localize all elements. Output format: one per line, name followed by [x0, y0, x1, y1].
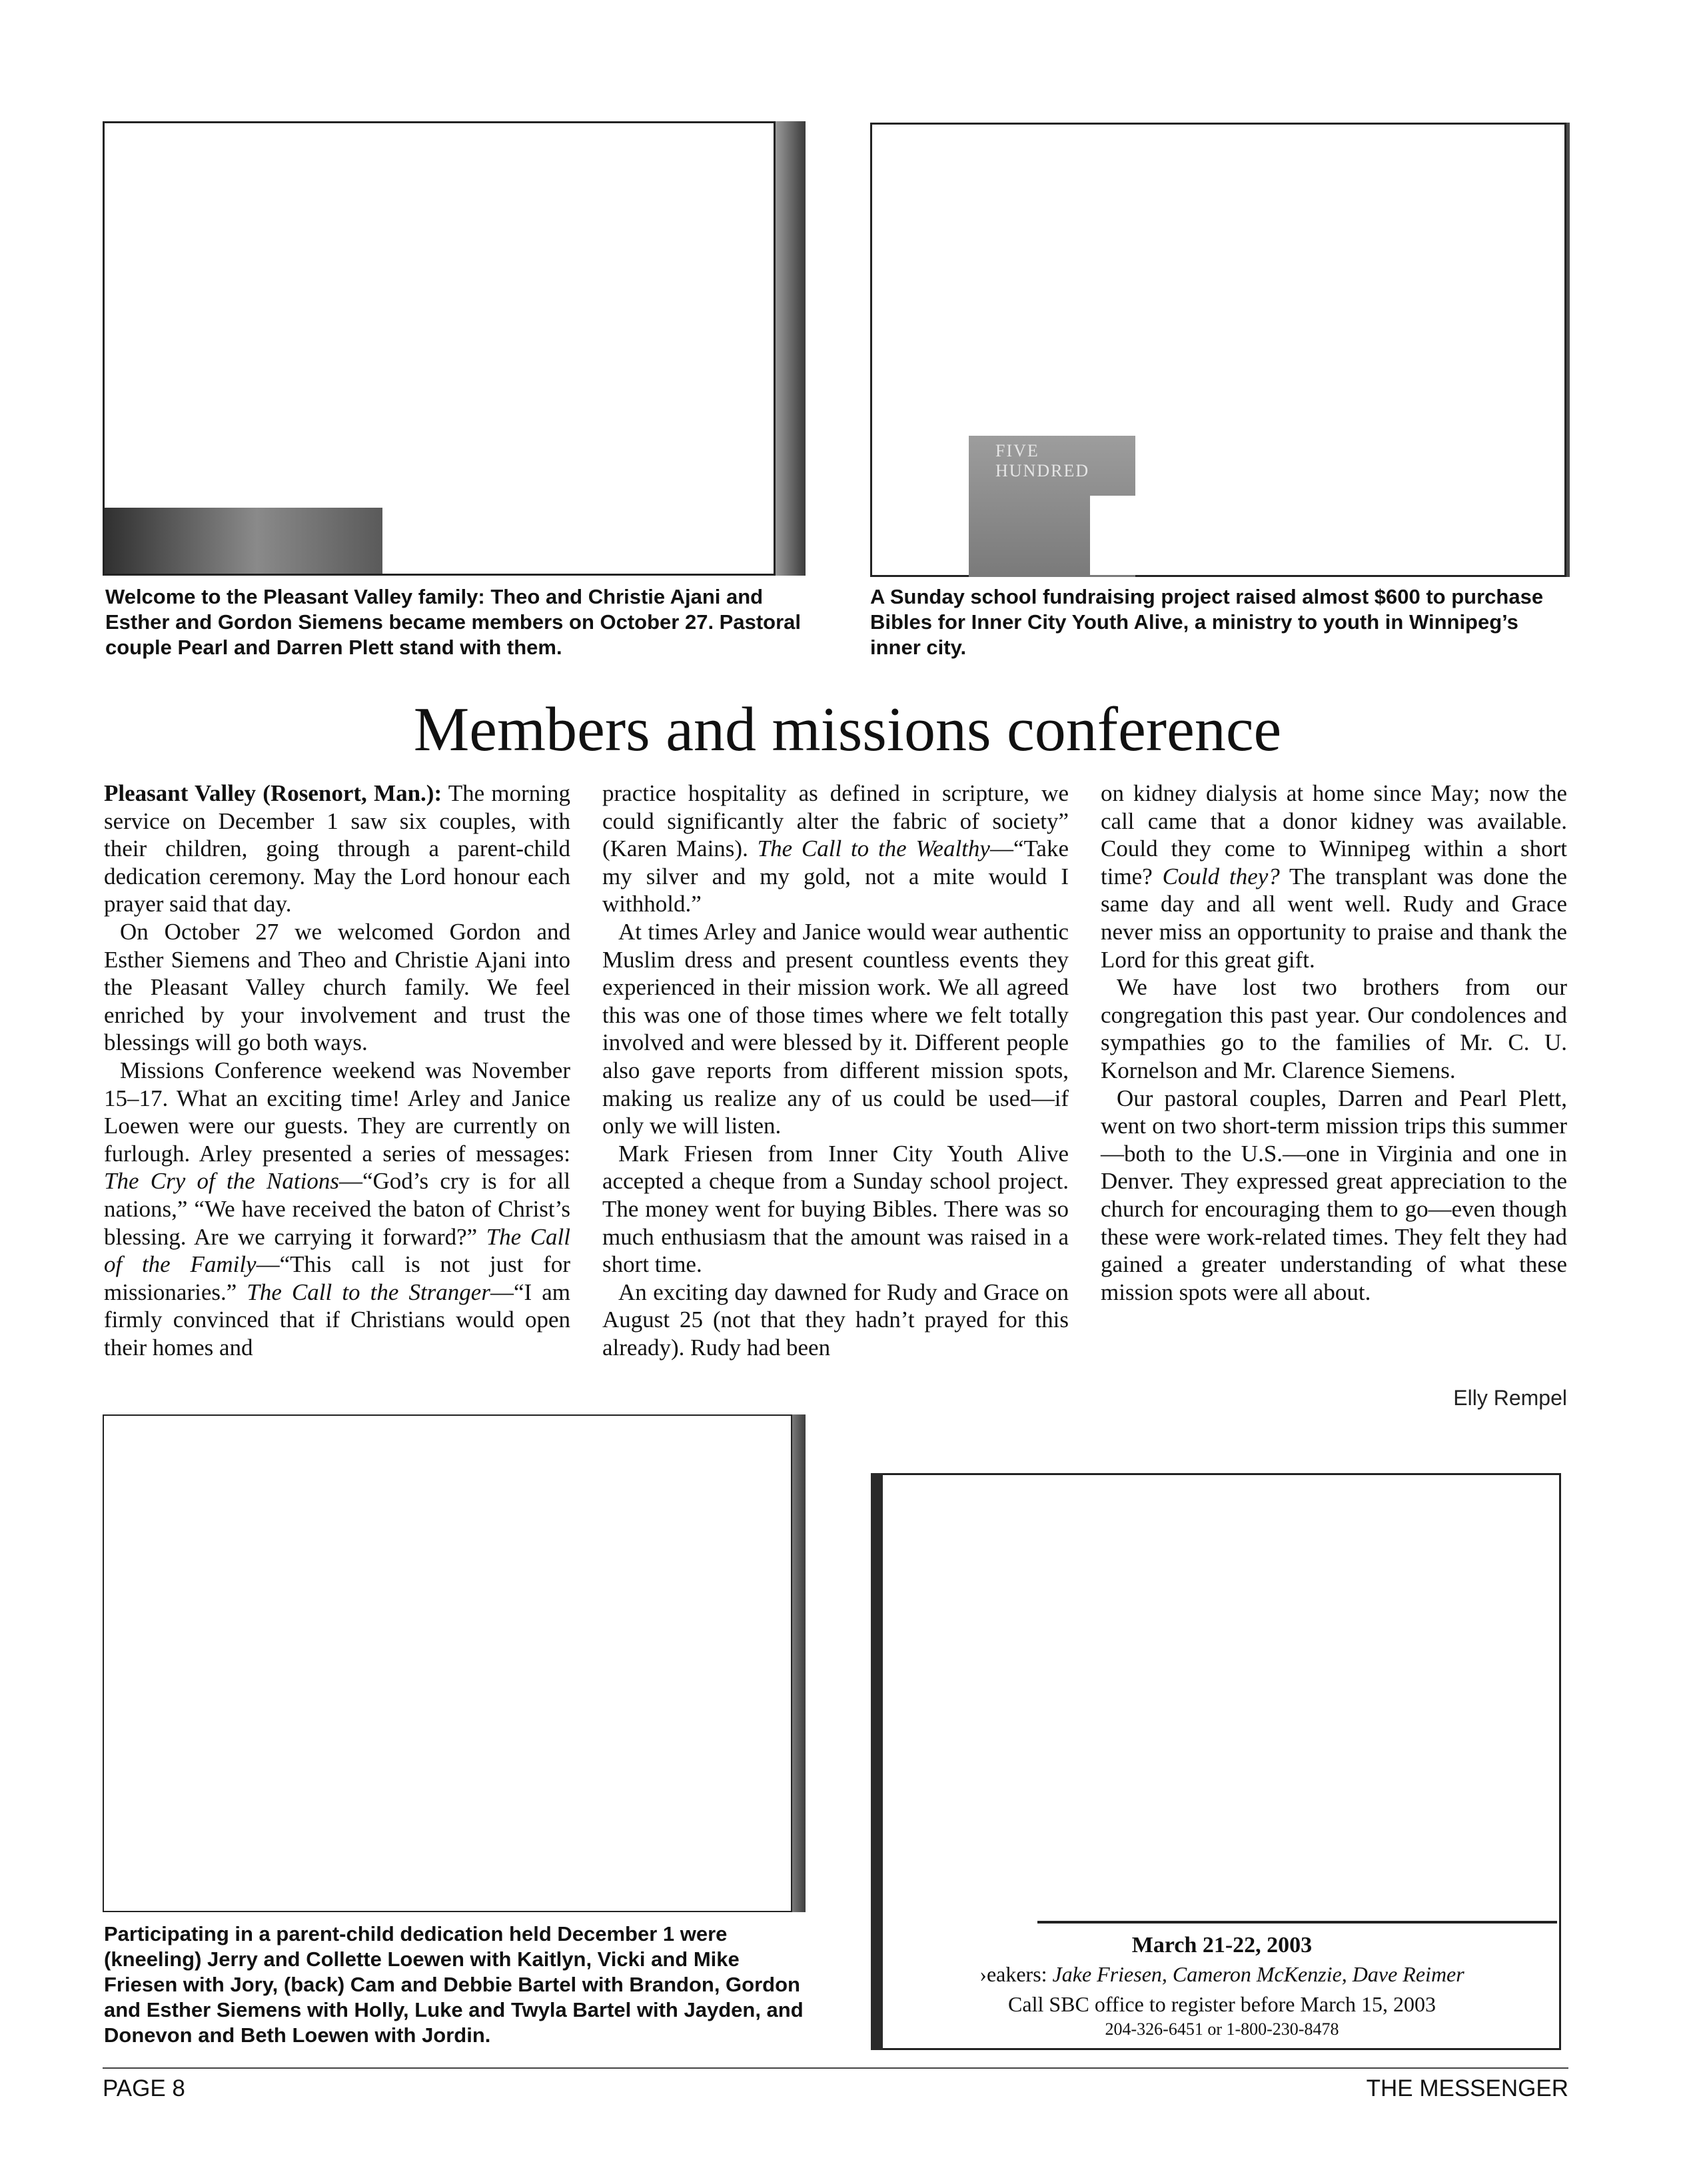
message-title: The Call to the Stranger: [247, 1279, 490, 1305]
paragraph-text: The morning service on December 1 saw six couples, with their children, going through a parent-child dedication ceremony. May the Lord honour each prayer said that day.: [104, 780, 570, 917]
speakers-label: ›eakers:: [979, 1962, 1047, 1986]
article-headline: Members and missions conference: [413, 695, 1282, 764]
article-column-2: [602, 780, 1069, 1361]
message-title: The Call to the Wealthy: [757, 835, 990, 862]
paragraph: We have lost two brothers from our congregation this past year. Our condolences and sympathies go to the families of Mr. C. U. Kornelson and Mr. Clarence Siemens.: [1101, 974, 1567, 1083]
photo-frame: [103, 1414, 792, 1912]
byline: Elly Rempel: [1453, 1386, 1567, 1410]
paragraph: Our pastoral couples, Darren and Pearl Plett, went on two short-term mission trips this summer—both to the U.S.—one in Virginia and one in Denver. They expressed great appreciation to the church for encouraging them to go—even though these were work-related times. They felt they had gained a greater understanding of what these mission spots were all about.: [1101, 1085, 1567, 1305]
photo-white-patch: [1090, 496, 1564, 575]
dateline: Pleasant Valley (Rosenort, Man.):: [104, 780, 442, 806]
paragraph: At times Arley and Janice would wear authentic Muslim dress and present countless events they experienced in their mission work. We all agreed this was one of those times where we felt totally involved and were blessed by it. Different people also gave reports from different mission spots, making us realize any of us could be used—if only we will listen.: [602, 918, 1069, 1139]
photo-white-area-2: [382, 508, 774, 574]
poster-top-rule: [883, 1473, 1561, 1475]
paragraph: Mark Friesen from Inner City Youth Alive accepted a cheque from a Sunday school project. The money went for buying Bibles. There was so much enthusiasm that the amount was raised in a short time.: [602, 1140, 1069, 1278]
paragraph-text: on kidney dialysis at home since May; now the call came that a donor kidney was available. Could they come to Winnipeg within a short time?: [1101, 780, 1567, 889]
sign-text: FIVE HUNDRED: [995, 441, 1090, 480]
photo-dedication: [103, 1414, 806, 1912]
speakers-names: Jake Friesen, Cameron McKenzie, Dave Reimer: [1052, 1962, 1464, 1986]
paragraph-text: practice hospitality as defined in scripture, we could significantly alter the fabric of society” (Karen Mains).: [602, 780, 1069, 862]
paragraph-text: —“Take my silver and my gold, not a mite would I withhold.”: [602, 835, 1069, 917]
photo-bible-fundraiser: [870, 123, 1570, 577]
paragraph: On October 27 we welcomed Gordon and Esther Siemens and Theo and Christie Ajani into the Pleasant Valley church family. We feel enriched by your involvement and trust the blessings will go both ways.: [104, 918, 570, 1056]
photo-new-members: [103, 121, 806, 576]
caption-dedication: Participating in a parent-child dedication held December 1 were (kneeling) Jerry and Collette Loewen with Kaitlyn, Vicki and Mike Friesen with Jory, (back) Cam and Debbie Bartel with Brandon, Gordon and Esther Siemens with Holly, Luke and Twyla Bartel with Jayden, and Donevon and Beth Loewen with Jordin.: [104, 1922, 804, 2047]
photo-white-area: [105, 123, 774, 508]
register-note: Call SBC office to register before March 15, 2003: [1008, 1992, 1436, 2016]
publication-name: THE MESSENGER: [1366, 2075, 1568, 2101]
paragraph: [104, 1057, 570, 1362]
page-number: PAGE 8: [103, 2075, 185, 2101]
poster-bottom-rule: [883, 2048, 1561, 2050]
poster-divider: [1037, 1921, 1557, 1923]
paragraph: [1101, 780, 1567, 973]
message-title: The Cry of the Nations: [104, 1168, 339, 1195]
paragraph-text: —“I am firmly convinced that if Christians would open their homes and: [104, 1279, 570, 1361]
caption-bible-fundraiser: A Sunday school fundraising project raised almost $600 to purchase Bibles for Inner City Youth Alive, a ministry to youth in Winnipeg’s inner city.: [870, 585, 1544, 659]
paragraph-text: —“This call is not just for missionaries.”: [104, 1251, 570, 1305]
paragraph-text: —“God’s cry is for all nations,” “We have received the baton of Christ’s blessing. Are we carrying it forward?”: [104, 1168, 570, 1250]
contact-phones: 204-326-6451 or 1-800-230-8478: [1105, 2019, 1339, 2039]
article-column-1: [104, 780, 570, 1361]
paragraph-text: Missions Conference weekend was November 15–17. What an exciting time! Arley and Janice Loewen were our guests. They are currently on furlough. Arley presented a series of messages:: [104, 1057, 570, 1167]
poster-left-bar: [871, 1473, 883, 2050]
paragraph-text: The transplant was done the same day and all went well. Rudy and Grace never miss an opportunity to praise and thank the Lord for this great gift.: [1101, 863, 1567, 973]
emphasis: Could they?: [1162, 863, 1280, 889]
conference-date: March 21-22, 2003: [1131, 1933, 1313, 1957]
footer-rule: [103, 2067, 1568, 2069]
message-title: The Call of the Family: [104, 1223, 571, 1278]
caption-new-members: Welcome to the Pleasant Valley family: Theo and Christie Ajani and Esther and Gordon Siemens became members on October 27. Pastoral couple Pearl and Darren Plett stand with them.: [105, 585, 802, 659]
paragraph: An exciting day dawned for Rudy and Grace on August 25 (not that they hadn’t prayed for this already). Rudy had been: [602, 1279, 1069, 1361]
conference-poster: [871, 1473, 1561, 2050]
conference-speakers: [883, 1962, 1561, 1987]
photo-edge-shading: [776, 121, 806, 576]
article-column-3: [1101, 780, 1567, 1306]
paragraph: [104, 780, 570, 918]
paragraph: [602, 780, 1069, 918]
